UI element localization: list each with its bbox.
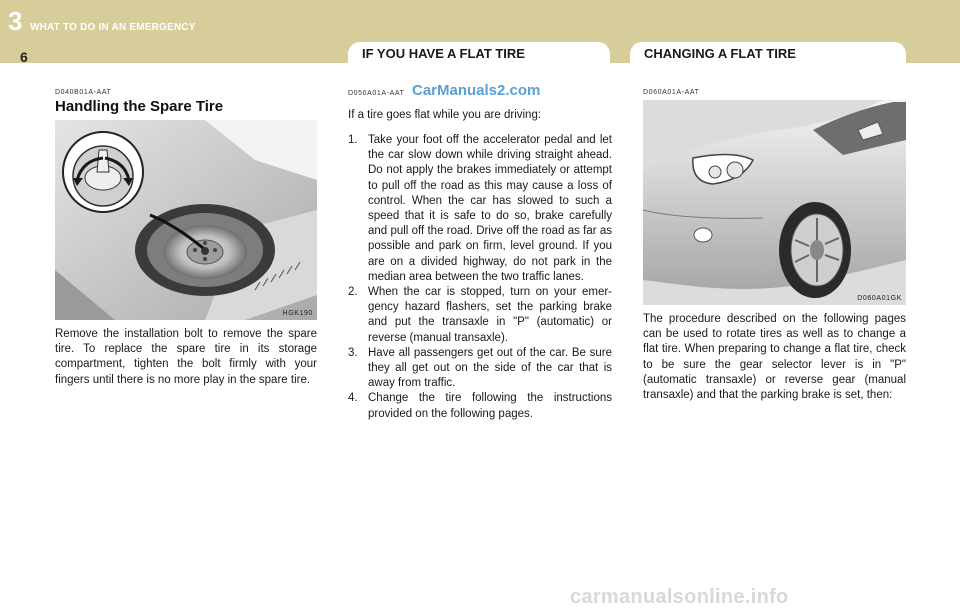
section-code-spare: D040B01A-AAT [55,89,112,96]
spare-tire-illustration [55,120,317,320]
tab-flat-tire: IF YOU HAVE A FLAT TIRE [348,42,610,64]
figure-code-spare: HGK190 [282,310,313,317]
list-item [348,391,612,421]
step-text: Have all passengers get out of the car. Be sure they all get out on the side of the car that is away from traffic. [368,346,612,390]
chapter-title: WHAT TO DO IN AN EMERGENCY [30,22,196,33]
section-title-spare: Handling the Spare Tire [55,98,224,115]
step-number: 2. [348,286,358,299]
flat-tire-steps [348,133,612,422]
figure-code-car: D060A01GK [857,295,902,302]
spare-tire-figure [55,120,317,320]
tab-changing-tire: CHANGING A FLAT TIRE [630,42,906,64]
chapter-number: 3 [8,6,23,36]
section-code-changing: D060A01A-AAT [643,89,700,96]
step-number: 3. [348,346,358,359]
list-item [348,346,612,392]
car-front-figure [643,100,906,305]
step-number: 1. [348,134,358,146]
section-code-flat: D050A01A-AAT [348,90,405,97]
step-text: Change the tire following the instructions provided on the following pages. [368,392,612,420]
footer-watermark: carmanualsonline.info [570,586,789,608]
car-front-illustration [643,100,906,305]
list-item [348,285,612,346]
watermark-carmanuals: CarManuals2.com [412,82,541,99]
list-item [348,133,612,285]
step-text: When the car is stopped, turn on your emer-gency hazard flashers, set the parking brake and put the transaxle in "P" (automatic) or reverse (manual transaxle). [368,286,612,344]
paragraph-spare-tire: Remove the installation bolt to remove the spare tire. To replace the spare tire in its storage compartment, tighten the bolt firmly with your fingers until there is no more play in the spare tire. [55,328,317,386]
step-number: 4. [348,392,358,405]
step-text: Take your foot off the accelerator pedal and let the car slow down while driving straight ahead. Do not apply the brakes immediately or attempt to pull off the road as this may cause a loss of control. When the car has slowed to such a speed that it is safe to do so, brake carefully and pull off the road. Drive off the road as far as possible and park on firm, level ground. If you are on a divided highway, do not park in the median area between the two traffic lanes. [368,134,612,283]
paragraph-changing-tire: The procedure described on the following pages can be used to rotate tires as well as to change a flat tire. When preparing to change a flat tire, check to be sure the gear selector lever is in "P" (automatic transaxle) or reverse gear (manual transaxle) and that the parking brake is set, then: [643,313,906,402]
page-number: 6 [20,49,28,65]
flat-tire-intro: If a tire goes flat while you are driving: [348,109,542,121]
